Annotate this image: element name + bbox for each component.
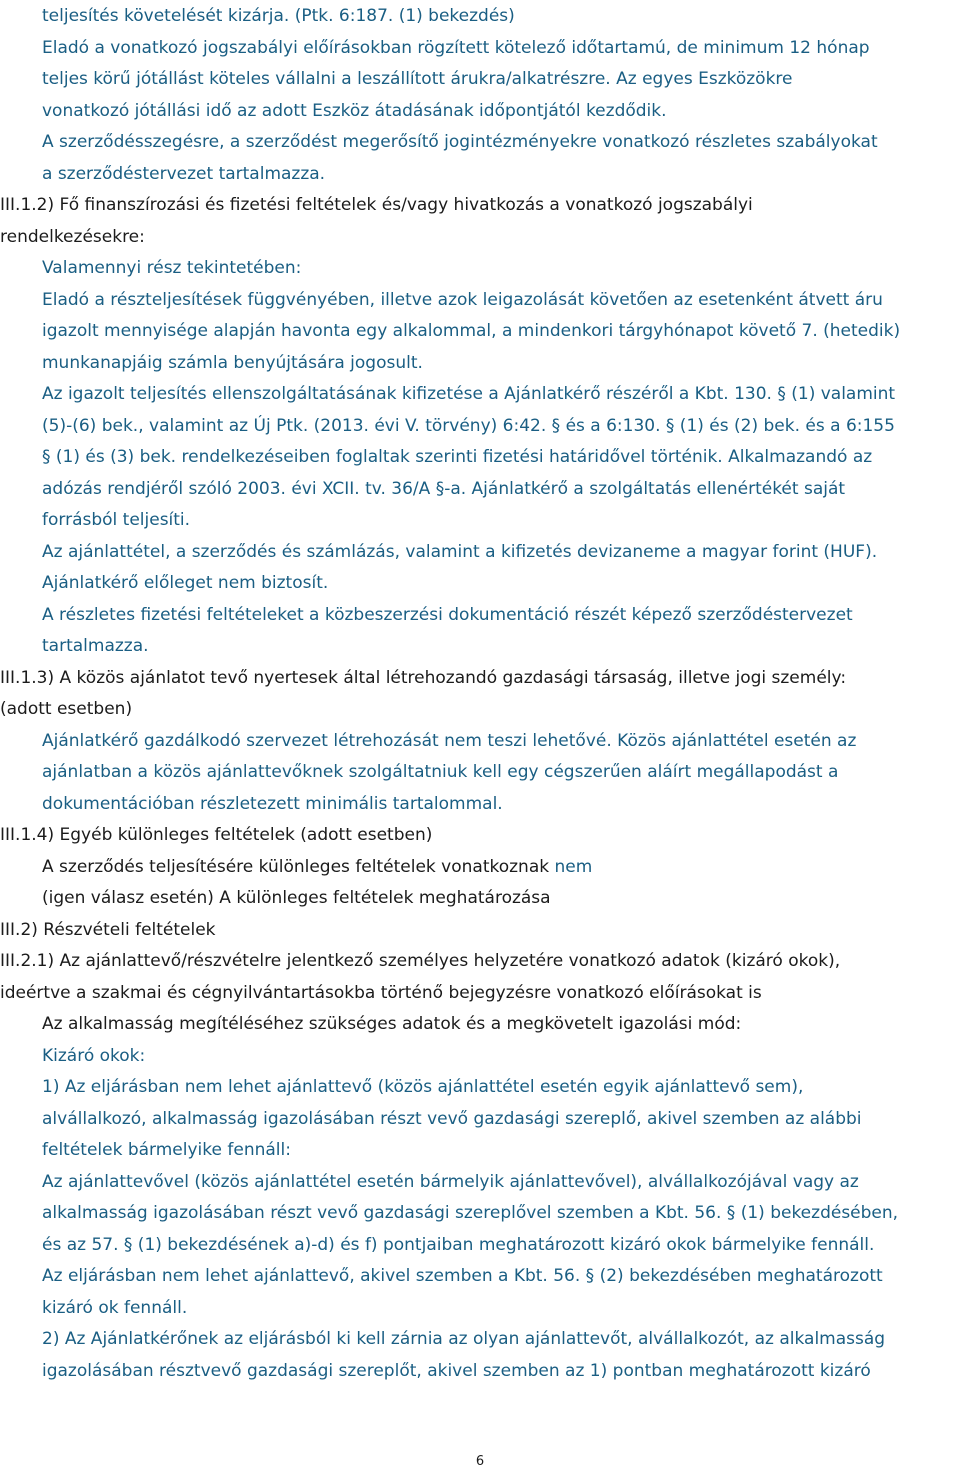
text-line	[42, 1167, 859, 1198]
text-line	[0, 694, 132, 725]
text-line-content: Az ajánlattevővel (közös ajánlattétel esetén bármelyik ajánlattevővel), alvállalkozójával vagy az	[42, 1171, 859, 1192]
text-line-content: Ajánlatkérő előleget nem biztosít.	[42, 573, 329, 593]
text-line	[42, 631, 149, 662]
text-line	[42, 789, 503, 820]
text-line-content: III.1.2) Fő finanszírozási és fizetési feltételek és/vagy hivatkozás a vonatkozó jogszabályi	[0, 195, 753, 215]
text-line	[42, 127, 878, 158]
text-line	[42, 285, 883, 316]
text-line	[42, 1356, 871, 1387]
text-line-content: vonatkozó jótállási idő az adott Eszköz átadásának időpontjától kezdődik.	[42, 100, 667, 121]
text-line-content: feltételek bármelyike fennáll:	[42, 1140, 291, 1160]
text-line-content: Az ajánlattétel, a szerződés és számlázás, valamint a kifizetés devizaneme a magyar forint (HUF).	[42, 541, 878, 562]
text-line	[42, 411, 895, 442]
text-line-content: teljesítés követelését kizárja. (Ptk. 6:187. (1) bekezdés)	[42, 6, 515, 26]
text-line-content: 1) Az eljárásban nem lehet ajánlattevő (közös ajánlattétel esetén egyik ajánlattevő sem),	[42, 1077, 804, 1097]
text-line	[42, 1009, 741, 1040]
text-line	[42, 1324, 885, 1355]
text-line-content: kizáró ok fennáll.	[42, 1297, 188, 1318]
text-line	[0, 222, 145, 253]
text-line-content: (igen válasz esetén) A különleges feltételek meghatározása	[42, 888, 551, 908]
text-line	[42, 726, 856, 757]
text-line	[0, 978, 762, 1009]
text-line-content: 2) Az Ajánlatkérőnek az eljárásból ki kell zárnia az olyan ajánlattevőt, alvállalkozót, az alkalmasság	[42, 1329, 886, 1349]
text-line-content: A részletes fizetési feltételeket a közbeszerzési dokumentáció részét képező szerződéstervezet	[42, 604, 853, 625]
text-line-content: forrásból teljesíti.	[42, 510, 191, 530]
text-line	[0, 946, 840, 977]
page-number: 6	[475, 1454, 485, 1469]
text-line	[42, 852, 592, 883]
text-line-content: (5)-(6) bek., valamint az Új Ptk. (2013. évi V. törvény) 6:42. § és a 6:130. § (1) és (2) bek. és a 6:155	[42, 415, 895, 436]
text-line-content: igazolt mennyisége alapján havonta egy alkalommal, a mindenkori tárgyhónapot követő 7. (hetedik)	[42, 321, 901, 341]
text-line	[42, 537, 877, 568]
text-line	[42, 600, 853, 631]
text-line-content: Eladó a vonatkozó jogszabályi előírásokban rögzített kötelező időtartamú, de minimum 12 hónap	[42, 37, 870, 58]
text-line	[42, 1293, 187, 1324]
text-line	[42, 1230, 874, 1261]
text-line-content: rendelkezésekre:	[0, 226, 145, 247]
text-line	[42, 1, 515, 32]
text-line	[0, 915, 216, 946]
text-line-content: adózás rendjéről szóló 2003. évi XCII. tv. 36/A §-a. Ajánlatkérő a szolgáltatás ellenértékét saját	[42, 478, 846, 499]
text-line	[42, 1261, 883, 1292]
text-line	[42, 442, 872, 473]
text-line-content: III.1.3) A közös ajánlatot tevő nyertesek által létrehozandó gazdasági társaság, illetve jogi személy:	[0, 667, 847, 688]
text-line-content: Kizáró okok:	[42, 1045, 146, 1066]
text-line-content: Az igazolt teljesítés ellenszolgáltatásának kifizetése a Ajánlatkérő részéről a Kbt. 130. § (1) valamint	[42, 384, 896, 404]
text-line-content: Ajánlatkérő gazdálkodó szervezet létrehozását nem teszi lehetővé. Közös ajánlattétel esetén az	[42, 730, 857, 751]
text-line	[42, 568, 328, 599]
answer-value: nem	[554, 856, 593, 877]
text-line-content: III.2) Részvételi feltételek	[0, 919, 216, 940]
text-line	[42, 1198, 898, 1229]
text-line-content: alvállalkozó, alkalmasság igazolásában részt vevő gazdasági szereplő, akivel szemben az alábbi	[42, 1108, 862, 1129]
text-line	[42, 1135, 291, 1166]
text-line	[42, 379, 895, 410]
text-line	[42, 474, 845, 505]
text-line-content: Valamennyi rész tekintetében:	[42, 258, 302, 278]
text-line	[42, 883, 551, 914]
text-line	[42, 757, 838, 788]
text-line	[42, 316, 900, 347]
text-line	[42, 1041, 145, 1072]
text-line	[42, 64, 793, 95]
text-line-content: A szerződésszegésre, a szerződést megerősítő jogintézményekre vonatkozó részletes szabályokat	[42, 132, 878, 152]
text-line-content: alkalmasság igazolásában részt vevő gazdasági szereplővel szemben a Kbt. 56. § (1) bekezdésében,	[42, 1203, 899, 1223]
text-line	[0, 663, 846, 694]
text-line	[42, 1072, 803, 1103]
text-line-content: Eladó a részteljesítések függvényében, illetve azok leigazolását követően az esetenként átvett áru	[42, 289, 883, 310]
text-line	[42, 96, 667, 127]
text-line-content: és az 57. § (1) bekezdésének a)-d) és f) pontjaiban meghatározott kizáró okok bármelyike fennáll.	[42, 1234, 875, 1255]
text-line-content: teljes körű jótállást köteles vállalni a leszállított árukra/alkatrészre. Az egyes Eszközökre	[42, 69, 793, 89]
text-line	[42, 253, 301, 284]
text-line-content: a szerződéstervezet tartalmazza.	[42, 163, 326, 184]
text-line-content: tartalmazza.	[42, 636, 149, 656]
text-line-content: Az alkalmasság megítéléséhez szükséges adatok és a megkövetelt igazolási mód:	[42, 1014, 742, 1034]
text-line	[0, 820, 432, 851]
text-line-content: ideértve a szakmai és cégnyilvántartásokba történő bejegyzésre vonatkozó előírásokat is	[0, 982, 762, 1003]
text-line-content: III.2.1) Az ajánlattevő/részvételre jelentkező személyes helyzetére vonatkozó adatok (kizáró okok),	[0, 951, 841, 971]
text-line-content: munkanapjáig számla benyújtására jogosult.	[42, 352, 423, 373]
text-line	[42, 159, 325, 190]
text-line	[42, 33, 870, 64]
text-line-content: ajánlatban a közös ajánlattevőknek szolgáltatniuk kell egy cégszerűen aláírt megállapodást a	[42, 762, 839, 782]
text-line-content: III.1.4) Egyéb különleges feltételek (adott esetben)	[0, 825, 433, 845]
text-line-content: igazolásában résztvevő gazdasági szereplőt, akivel szemben az 1) pontban meghatározott kizáró	[42, 1360, 871, 1381]
text-line-content: Az eljárásban nem lehet ajánlattevő, akivel szemben a Kbt. 56. § (2) bekezdésében meghatározott	[42, 1266, 883, 1286]
text-line	[42, 505, 190, 536]
text-line-content: (adott esetben)	[0, 699, 133, 719]
text-line	[42, 348, 423, 379]
text-line-content: dokumentációban részletezett minimális tartalommal.	[42, 793, 503, 814]
text-line-content: A szerződés teljesítésére különleges feltételek vonatkoznak	[42, 856, 555, 877]
text-line	[0, 190, 753, 221]
text-line-content: § (1) és (3) bek. rendelkezéseiben foglaltak szerinti fizetési határidővel történik. Alkalmazandó az	[42, 447, 873, 467]
text-line	[42, 1104, 862, 1135]
